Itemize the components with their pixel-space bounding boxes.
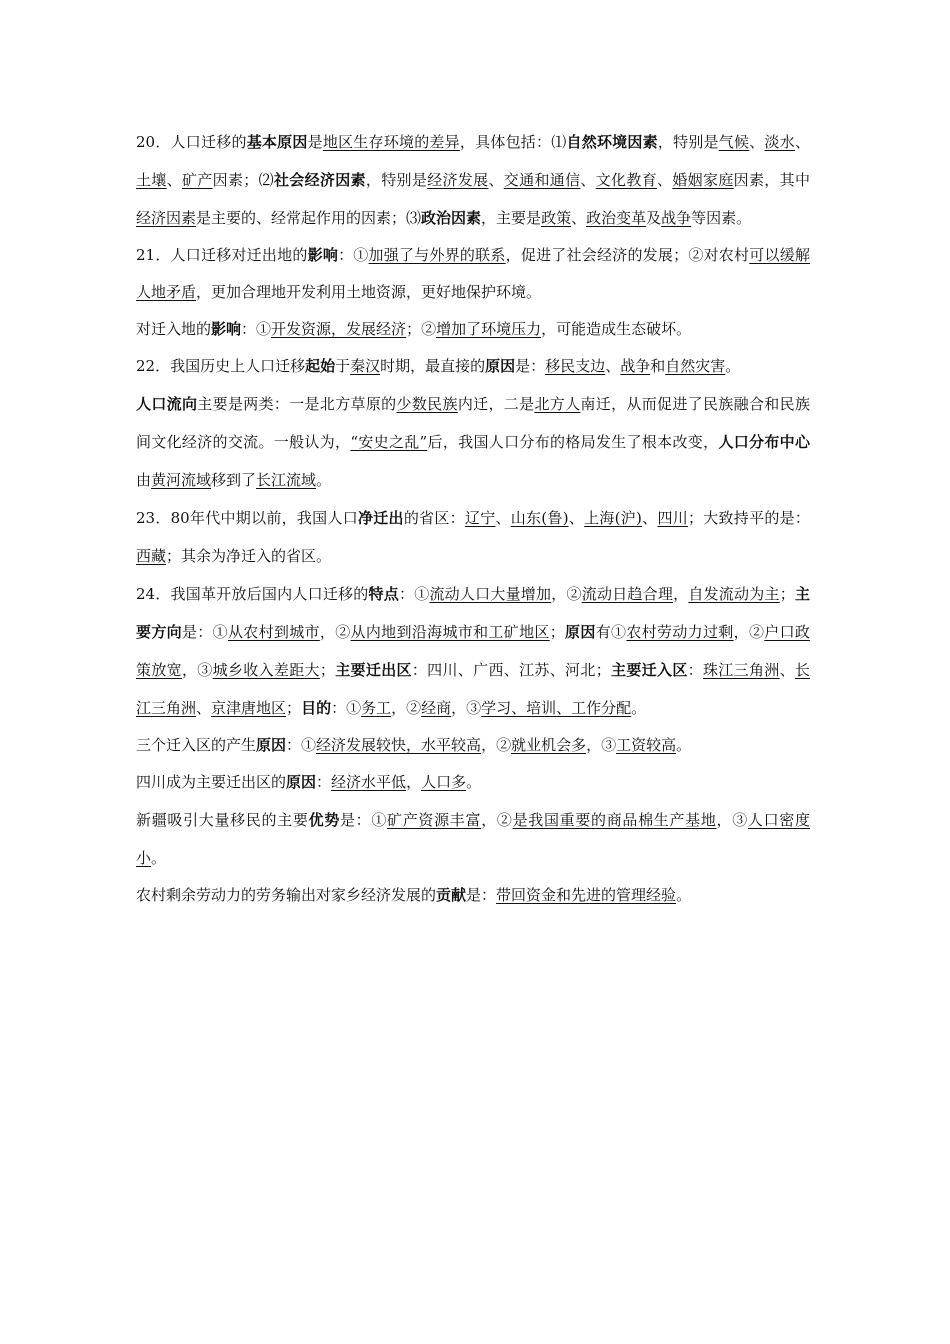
underlined-answer: 战争 (620, 357, 651, 375)
underlined-answer: 战争 (661, 209, 692, 227)
text-run: 。 (676, 886, 692, 904)
text-run: ：① (338, 246, 369, 264)
text-run: ：四川、广西、江苏、河北； (411, 661, 611, 679)
underlined-answer: 户口政策放宽 (136, 623, 810, 679)
text-run: ，② (481, 811, 513, 829)
bold-term: 人口分布中心 (718, 433, 810, 451)
bold-term: 基本原因 (246, 133, 308, 151)
underlined-answer: 西藏 (136, 547, 167, 565)
bold-term: 贡献 (436, 886, 467, 904)
text-run: ，② (733, 623, 765, 641)
underlined-answer: 土壤 (136, 171, 167, 189)
text-run: ，③ (586, 736, 617, 754)
bold-term: 原因 (256, 736, 287, 754)
text-run: ：① (241, 320, 272, 338)
text-run: ，③ (716, 811, 748, 829)
text-run: 、 (568, 509, 585, 527)
text-run: ；其余为净迁入的省区。 (166, 547, 332, 565)
underlined-answer: 人口密度小 (136, 811, 810, 867)
underlined-answer: 自发流动为主 (688, 585, 780, 603)
paragraph-24-xinjiang (136, 801, 810, 877)
text-run: 、 (166, 171, 182, 189)
text-run: 及 (646, 209, 662, 227)
paragraph-22 (136, 348, 810, 385)
text-run: 。 (676, 736, 692, 754)
underlined-answer: 经济发展 (427, 171, 489, 189)
text-run: 后，我国人口分布的格局发生了根本改变， (427, 433, 719, 451)
text-run: ， (406, 773, 422, 791)
text-run: ，③ (181, 661, 213, 679)
bold-term: 净迁出 (358, 509, 404, 527)
underlined-answer: 经济水平低 (331, 773, 407, 791)
bold-term: 原因 (564, 623, 596, 641)
text-run: 的省区： (403, 509, 465, 527)
text-run: ，促进了社会经济的发展；②对农村 (505, 246, 750, 264)
text-run: ， (673, 585, 689, 603)
underlined-answer: 长江流域 (256, 471, 317, 489)
underlined-answer: 北方人 (534, 395, 581, 413)
text-run: ，② (551, 585, 582, 603)
underlined-answer: 经济发展较快，水平较高 (316, 736, 482, 754)
underlined-answer: 移民支边 (545, 357, 606, 375)
text-run: 。 (466, 773, 482, 791)
text-run: 20．人口迁移的 (136, 133, 247, 151)
underlined-answer: 婚姻家庭 (672, 171, 734, 189)
text-run: 南迁，从而促进了民族融合和民族间文化经济的交流。一般认为， (136, 395, 810, 451)
underlined-answer: 人口多 (421, 773, 467, 791)
bold-term: 主要方向 (136, 585, 810, 641)
bold-term: 优势 (308, 811, 340, 829)
underlined-answer: 地区生存环境的差异 (322, 133, 460, 151)
text-run: ； (549, 623, 565, 641)
underlined-answer: 矿产资源丰富 (387, 811, 482, 829)
text-run: ，具体包括：⑴ (459, 133, 567, 151)
underlined-answer: 自然灾害 (665, 357, 726, 375)
text-run: 。 (725, 357, 741, 375)
underlined-answer: 流动日趋合理 (581, 585, 674, 603)
text-run: ，特别是 (365, 171, 428, 189)
bold-term: 主要迁出区 (334, 661, 412, 679)
text-run: ；② (406, 320, 437, 338)
text-run: 是：① (339, 811, 388, 829)
text-run: 、 (657, 171, 673, 189)
underlined-answer: 交通和通信 (503, 171, 581, 189)
text-run: 22．我国历史上人口迁移 (136, 357, 306, 375)
text-run: 、 (794, 133, 810, 151)
text-run: ，② (481, 736, 512, 754)
paragraph-21-destination (136, 311, 810, 348)
text-run: 。 (631, 699, 647, 717)
underlined-answer: 黄河流域 (151, 471, 212, 489)
text-run: 是： (515, 357, 546, 375)
text-run: 、 (495, 509, 511, 527)
text-run: 主要是两类：一是北方草原的 (197, 395, 397, 413)
text-run: ：① (286, 736, 317, 754)
underlined-answer: 长江三角洲 (136, 661, 810, 717)
text-run: 。 (151, 849, 167, 867)
text-run: 是：① (181, 623, 228, 641)
text-run: 24．我国革开放后国内人口迁移的 (136, 585, 369, 603)
bold-term: 原因 (485, 357, 516, 375)
underlined-answer: 政治变革 (586, 209, 647, 227)
text-run: 、 (749, 133, 765, 151)
bold-term: 政治因素 (421, 209, 482, 227)
paragraph-20 (136, 123, 810, 237)
underlined-answer: 增加了环境压力 (436, 320, 542, 338)
text-run: 由 (136, 471, 152, 489)
document-page (136, 123, 810, 914)
text-run: 于 (335, 357, 351, 375)
text-run: 。 (316, 471, 332, 489)
text-run: 移到了 (211, 471, 257, 489)
text-run: 、 (580, 171, 596, 189)
underlined-answer: 经济因素 (136, 209, 197, 227)
text-run: 是主要的、经常起作用的因素；⑶ (196, 209, 422, 227)
bold-term: 影响 (307, 246, 339, 264)
text-run: 、 (196, 699, 212, 717)
text-run: ：① (331, 699, 362, 717)
paragraph-24-reasons (136, 727, 810, 764)
underlined-answer: 山东(鲁) (510, 509, 569, 527)
text-run: ，② (319, 623, 351, 641)
underlined-answer: 淡水 (764, 133, 795, 151)
underlined-answer: 文化教育 (595, 171, 658, 189)
underlined-answer: 从农村到城市 (227, 623, 320, 641)
text-run: 、 (779, 661, 795, 679)
text-run: ，可能造成生态破坏。 (541, 320, 692, 338)
underlined-answer: 流动人口大量增加 (429, 585, 552, 603)
text-run: 因素；⑵ (212, 171, 274, 189)
underlined-answer: 是我国重要的商品棉生产基地 (512, 811, 717, 829)
underlined-answer: 上海(沪) (584, 509, 642, 527)
text-run: 、 (641, 509, 658, 527)
underlined-answer: 秦汉 (350, 357, 381, 375)
underlined-answer: 政策 (541, 209, 572, 227)
underlined-answer: 从内地到沿海城市和工矿地区 (350, 623, 550, 641)
paragraph-23 (136, 499, 810, 575)
text-run: 和 (650, 357, 666, 375)
bold-term: 特点 (368, 585, 399, 603)
underlined-answer: 务工 (361, 699, 392, 717)
text-run: ； (779, 585, 795, 603)
text-run: 因素，其中 (733, 171, 810, 189)
text-run: 、 (488, 171, 504, 189)
text-run: ：① (398, 585, 430, 603)
underlined-answer: 工资较高 (616, 736, 677, 754)
text-run: 、 (571, 209, 587, 227)
underlined-answer: 四川 (657, 509, 688, 527)
bold-term: 目的 (301, 699, 332, 717)
underlined-answer: 开发资源，发展经济 (271, 320, 407, 338)
bold-term: 原因 (286, 773, 317, 791)
bold-term: 自然环境因素 (566, 133, 658, 151)
underlined-answer: 气候 (718, 133, 750, 151)
underlined-answer: 加强了与外界的联系 (368, 246, 506, 264)
underlined-answer: 就业机会多 (511, 736, 587, 754)
text-run: ； (319, 661, 335, 679)
underlined-answer: 农村劳动力过剩 (626, 623, 734, 641)
text-run: 三个迁入区的产生 (136, 736, 257, 754)
bold-term: 影响 (211, 320, 242, 338)
paragraph-22-flow (136, 385, 810, 499)
underlined-answer: 城乡收入差距大 (212, 661, 320, 679)
text-run: 是： (466, 886, 497, 904)
paragraph-24-contribution (136, 877, 810, 914)
text-run: 四川成为主要迁出区的 (136, 773, 287, 791)
underlined-answer: 可以缓解人地矛盾 (136, 246, 810, 301)
bold-term: 主要迁入区 (610, 661, 688, 679)
text-run: 23．80年代中期以前，我国人口 (136, 509, 358, 527)
underlined-answer: “安史之乱” (350, 433, 428, 451)
text-run: ，③ (451, 699, 482, 717)
text-run: ，特别是 (657, 133, 719, 151)
text-run: 、 (605, 357, 621, 375)
bold-term: 社会经济因素 (273, 171, 366, 189)
text-run: ，② (391, 699, 422, 717)
paragraph-24 (136, 575, 810, 727)
underlined-answer: 珠江三角洲 (702, 661, 780, 679)
text-run: ； (286, 699, 302, 717)
text-run: 内迁，二是 (457, 395, 535, 413)
text-run: 有① (595, 623, 627, 641)
bold-term: 人口流向 (136, 395, 198, 413)
text-run: 农村剩余劳动力的劳务输出对家乡经济发展的 (136, 886, 437, 904)
text-run: 对迁入地的 (136, 320, 212, 338)
text-run: ： (687, 661, 703, 679)
text-run: ，主要是 (481, 209, 542, 227)
paragraph-24-sichuan (136, 764, 810, 801)
underlined-answer: 矿产 (181, 171, 213, 189)
text-run: 新疆吸引大量移民的主要 (136, 811, 309, 829)
text-run: 时期，最直接的 (380, 357, 486, 375)
underlined-answer: 辽宁 (464, 509, 496, 527)
bold-term: 起始 (305, 357, 336, 375)
text-run: ： (316, 773, 332, 791)
underlined-answer: 经商 (421, 699, 452, 717)
underlined-answer: 带回资金和先进的管理经验 (496, 886, 677, 904)
text-run: 等因素。 (691, 209, 752, 227)
paragraph-21 (136, 237, 810, 311)
text-run: ；大致持平的是： (687, 509, 810, 527)
text-run: 21．人口迁移对迁出地的 (136, 246, 308, 264)
text-run: ，更加合理地开发利用土地资源，更好地保护环境。 (196, 283, 542, 301)
text-run: 是 (307, 133, 323, 151)
underlined-answer: 学习、培训、工作分配 (481, 699, 632, 717)
underlined-answer: 京津唐地区 (211, 699, 287, 717)
underlined-answer: 少数民族 (396, 395, 458, 413)
